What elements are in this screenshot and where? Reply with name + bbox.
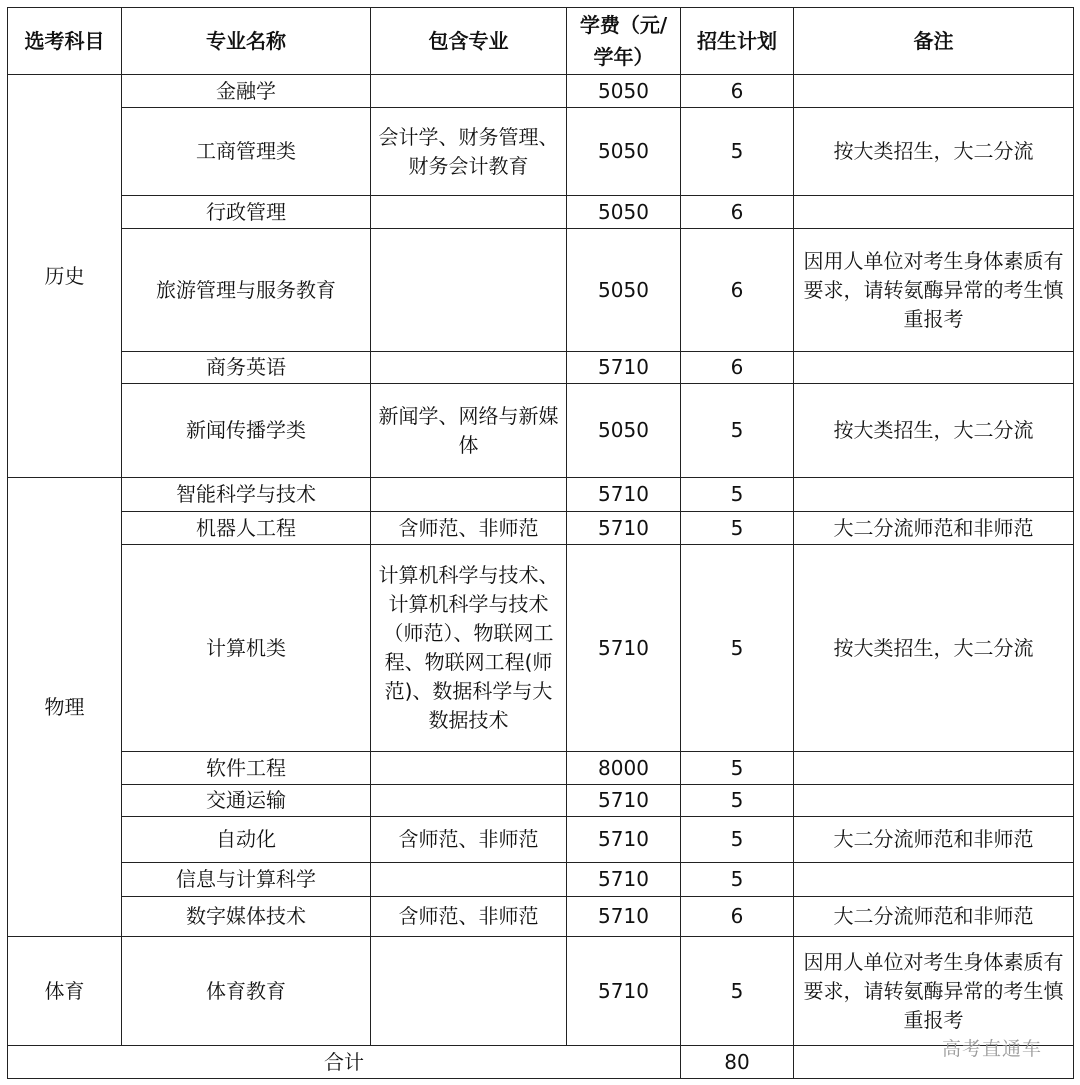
- major-cell: 商务英语: [122, 352, 371, 384]
- table-row: [8, 817, 1074, 863]
- quota-cell: 5: [681, 545, 794, 752]
- quota-cell: 5: [681, 752, 794, 785]
- total-quota: 80: [681, 1046, 794, 1079]
- note-cell: [794, 752, 1074, 785]
- note-cell: 因用人单位对考生身体素质有要求，请转氨酶异常的考生慎重报考: [794, 937, 1074, 1046]
- header-note: 备注: [794, 8, 1074, 75]
- note-cell: 按大类招生，大二分流: [794, 545, 1074, 752]
- table-row: [8, 75, 1074, 108]
- note-cell: 按大类招生，大二分流: [794, 384, 1074, 478]
- fee-cell: 5710: [567, 863, 681, 897]
- header-major: 专业名称: [122, 8, 371, 75]
- includes-cell: [371, 937, 567, 1046]
- major-cell: 机器人工程: [122, 512, 371, 545]
- includes-cell: 含师范、非师范: [371, 897, 567, 937]
- fee-cell: 5050: [567, 108, 681, 196]
- fee-cell: 5710: [567, 937, 681, 1046]
- major-cell: 自动化: [122, 817, 371, 863]
- major-cell: 交通运输: [122, 785, 371, 817]
- header-fee: 学费（元/学年）: [567, 8, 681, 75]
- includes-cell: [371, 863, 567, 897]
- table-row: [8, 937, 1074, 1046]
- includes-cell: 计算机科学与技术、计算机科学与技术（师范）、物联网工程、物联网工程(师范)、数据科学与大数据技术: [371, 545, 567, 752]
- quota-cell: 6: [681, 229, 794, 352]
- note-cell: [794, 196, 1074, 229]
- table-row: [8, 478, 1074, 512]
- major-cell: 体育教育: [122, 937, 371, 1046]
- fee-cell: 8000: [567, 752, 681, 785]
- fee-cell: 5710: [567, 512, 681, 545]
- major-cell: 金融学: [122, 75, 371, 108]
- includes-cell: 会计学、财务管理、财务会计教育: [371, 108, 567, 196]
- subject-cell: 体育: [8, 937, 122, 1046]
- table-row: [8, 196, 1074, 229]
- major-cell: 旅游管理与服务教育: [122, 229, 371, 352]
- fee-cell: 5710: [567, 352, 681, 384]
- quota-cell: 5: [681, 108, 794, 196]
- fee-cell: 5050: [567, 75, 681, 108]
- table-row: [8, 108, 1074, 196]
- quota-cell: 6: [681, 352, 794, 384]
- includes-cell: 含师范、非师范: [371, 817, 567, 863]
- fee-cell: 5710: [567, 545, 681, 752]
- table-row: [8, 545, 1074, 752]
- fee-cell: 5050: [567, 196, 681, 229]
- includes-cell: [371, 752, 567, 785]
- quota-cell: 5: [681, 512, 794, 545]
- header-subject: 选考科目: [8, 8, 122, 75]
- major-cell: 行政管理: [122, 196, 371, 229]
- table-row: [8, 352, 1074, 384]
- fee-cell: 5710: [567, 897, 681, 937]
- major-cell: 新闻传播学类: [122, 384, 371, 478]
- major-cell: 数字媒体技术: [122, 897, 371, 937]
- quota-cell: 5: [681, 863, 794, 897]
- quota-cell: 5: [681, 785, 794, 817]
- major-cell: 计算机类: [122, 545, 371, 752]
- subject-cell: 历史: [8, 75, 122, 478]
- table-row: [8, 897, 1074, 937]
- quota-cell: 6: [681, 897, 794, 937]
- note-cell: 因用人单位对考生身体素质有要求，请转氨酶异常的考生慎重报考: [794, 229, 1074, 352]
- includes-cell: [371, 75, 567, 108]
- includes-cell: [371, 229, 567, 352]
- header-quota: 招生计划: [681, 8, 794, 75]
- note-cell: 大二分流师范和非师范: [794, 897, 1074, 937]
- note-cell: 按大类招生，大二分流: [794, 108, 1074, 196]
- fee-cell: 5710: [567, 785, 681, 817]
- total-label: 合计: [8, 1046, 681, 1079]
- includes-cell: [371, 785, 567, 817]
- table-row: [8, 752, 1074, 785]
- quota-cell: 5: [681, 817, 794, 863]
- quota-cell: 5: [681, 937, 794, 1046]
- header-includes: 包含专业: [371, 8, 567, 75]
- subject-cell: 物理: [8, 478, 122, 937]
- note-cell: 大二分流师范和非师范: [794, 817, 1074, 863]
- major-cell: 智能科学与技术: [122, 478, 371, 512]
- quota-cell: 6: [681, 196, 794, 229]
- table-row: [8, 229, 1074, 352]
- includes-cell: [371, 352, 567, 384]
- note-cell: 大二分流师范和非师范: [794, 512, 1074, 545]
- major-cell: 信息与计算科学: [122, 863, 371, 897]
- table-row: [8, 512, 1074, 545]
- enrollment-plan-table: [7, 7, 1074, 1079]
- table-row: [8, 384, 1074, 478]
- fee-cell: 5710: [567, 817, 681, 863]
- includes-cell: [371, 478, 567, 512]
- note-cell: [794, 75, 1074, 108]
- note-cell: [794, 352, 1074, 384]
- fee-cell: 5050: [567, 384, 681, 478]
- note-cell: [794, 478, 1074, 512]
- includes-cell: 含师范、非师范: [371, 512, 567, 545]
- quota-cell: 6: [681, 75, 794, 108]
- total-row: [8, 1046, 1074, 1079]
- includes-cell: 新闻学、网络与新媒体: [371, 384, 567, 478]
- table-row: [8, 863, 1074, 897]
- fee-cell: 5710: [567, 478, 681, 512]
- note-cell: [794, 863, 1074, 897]
- major-cell: 工商管理类: [122, 108, 371, 196]
- fee-cell: 5050: [567, 229, 681, 352]
- quota-cell: 5: [681, 478, 794, 512]
- note-cell: [794, 785, 1074, 817]
- watermark: 高考直通车: [942, 1038, 1043, 1060]
- major-cell: 软件工程: [122, 752, 371, 785]
- header-row: [8, 8, 1074, 75]
- table-row: [8, 785, 1074, 817]
- includes-cell: [371, 196, 567, 229]
- quota-cell: 5: [681, 384, 794, 478]
